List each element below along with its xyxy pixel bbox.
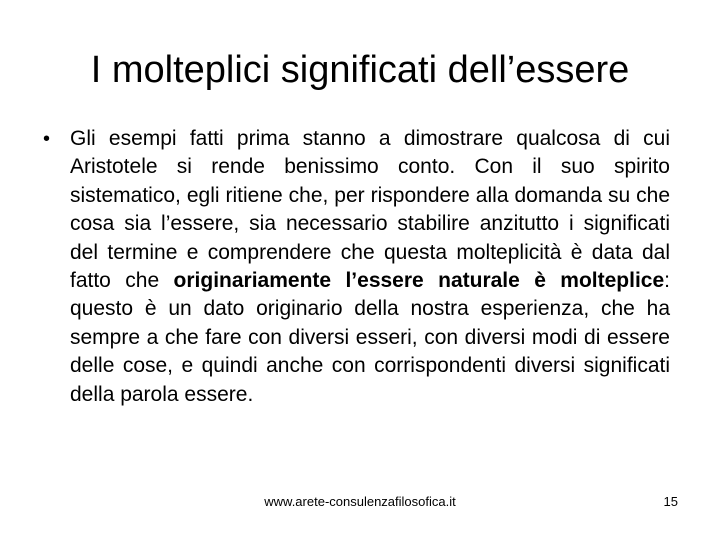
bullet-text-conclusion: : questo è un dato originario della nostra esperienza, che ha sempre a che fare con diversi esseri, con diversi modi di essere delle cose, e quindi anche con corrispondenti diversi significati della parola essere. xyxy=(70,269,670,406)
footer-url: www.arete-consulenzafilosofica.it xyxy=(264,494,456,509)
bullet-marker: • xyxy=(43,128,51,150)
slide-title: I molteplici significati dell’essere xyxy=(90,49,630,91)
slide-content xyxy=(43,125,670,409)
bullet-item xyxy=(43,125,670,409)
bullet-text-emphasis: originariamente l’essere naturale è molteplice xyxy=(173,269,665,293)
slide-number: 15 xyxy=(663,494,678,509)
bullet-paragraph xyxy=(70,125,670,409)
bullet-text-intro: Gli esempi fatti prima stanno a dimostrare qualcosa di cui Aristotele si rende benissimo conto. Con il suo spirito sistematico, egli ritiene che, per rispondere alla domanda su che cosa sia l’essere, sia necessario stabilire anzitutto i significati del termine e comprendere che questa molteplicità è data dal fatto che xyxy=(70,127,670,293)
